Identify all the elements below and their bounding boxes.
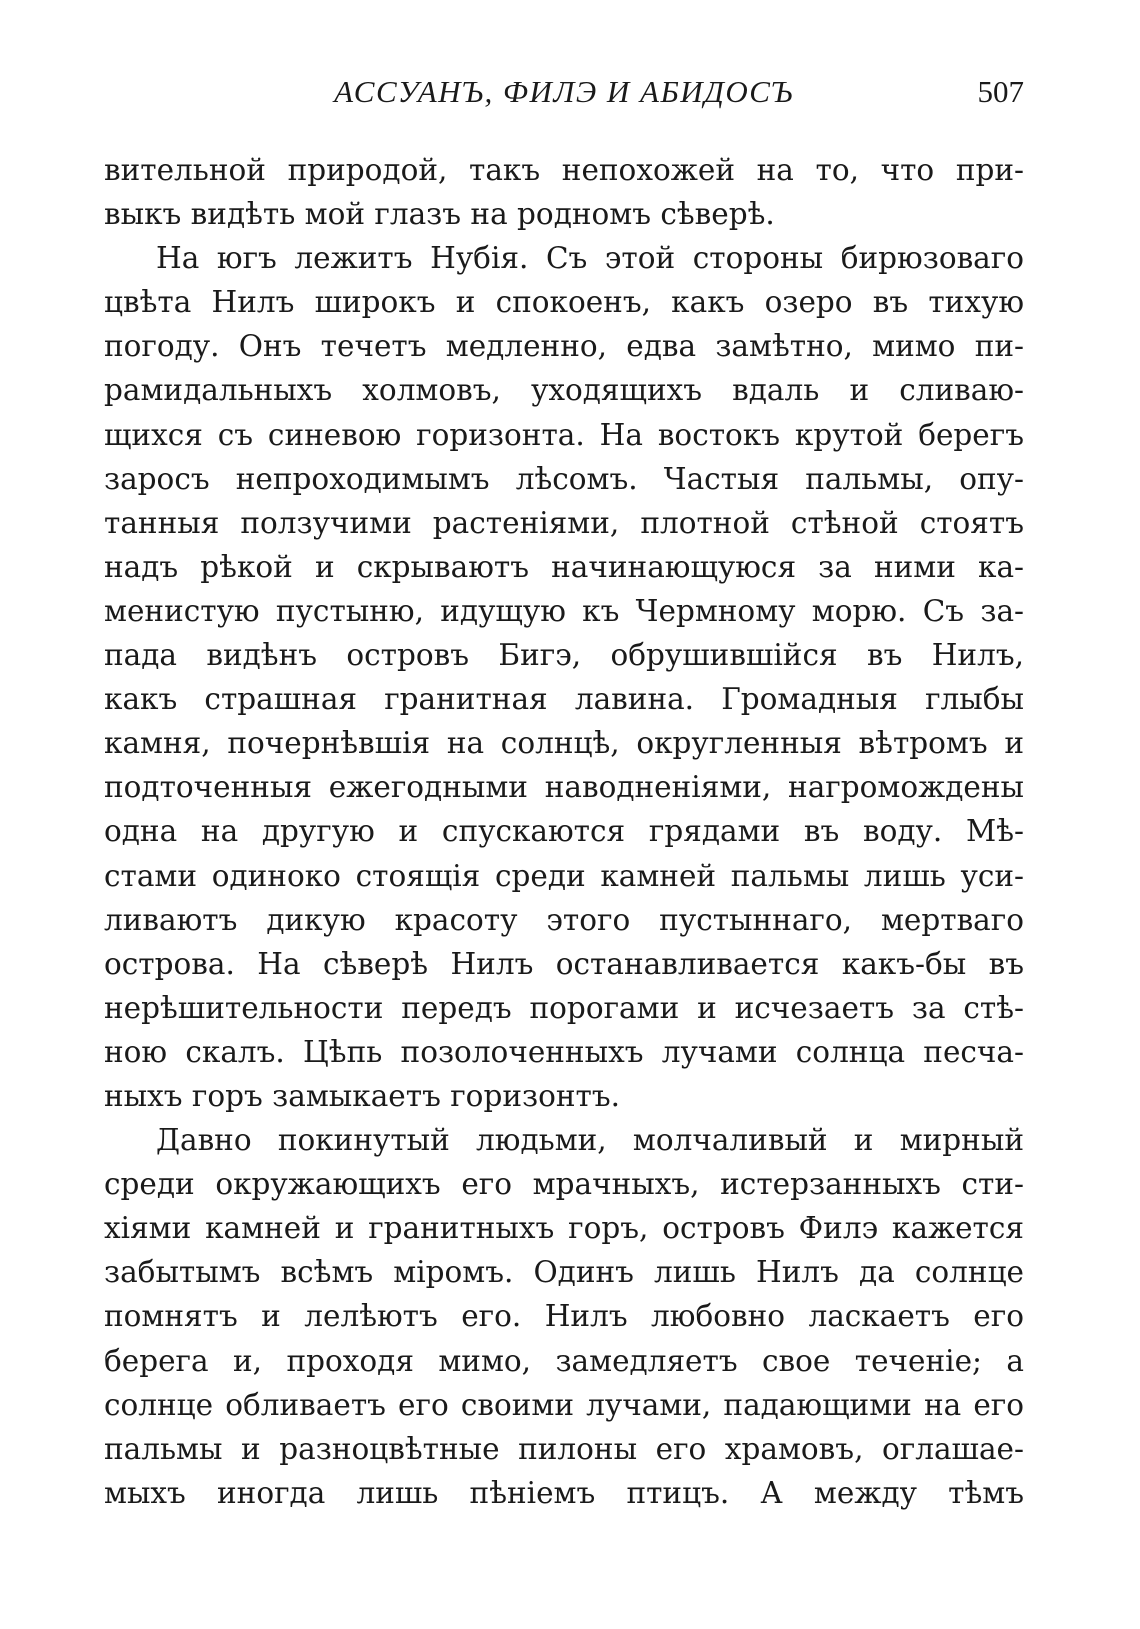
text-line: какъ страшная гранитная лавина. Громадныя глыбы [104,682,1024,717]
text-line: камня, почернѣвшія на солнцѣ, округленныя вѣтромъ и [104,726,1024,761]
text-line: выкъ видѣть мой глазъ на родномъ сѣверѣ. [104,197,775,232]
text-line: вительной природой, такъ непохожей на то, что при- [104,153,1024,187]
running-head [104,72,1024,112]
text-line: Давно покинутый людьми, молчаливый и мирный [156,1123,1024,1158]
text-line: ною скалъ. Цѣпь позолоченныхъ лучами солнца песча- [104,1034,1024,1069]
running-title: АССУАНЪ, ФИЛЭ И АБИДОСЪ [334,74,794,109]
text-line: подточенныя ежегодными наводненіями, нагромождены [104,770,1024,805]
text-line: солнце обливаетъ его своими лучами, падающими на его [104,1387,1024,1422]
text-line: заросъ непроходимымъ лѣсомъ. Частыя пальмы, опу- [104,461,1024,496]
text-line: среди окружающихъ его мрачныхъ, истерзанныхъ сти- [104,1167,1024,1202]
text-line: щихся съ синевою горизонта. На востокъ крутой берегъ [104,417,1024,452]
text-line: пальмы и разноцвѣтные пилоны его храмовъ, оглашае- [104,1431,1024,1466]
text-line: помнятъ и лелѣютъ его. Нилъ любовно ласкаетъ его [104,1299,1024,1334]
text-line: пада видѣнъ островъ Бигэ, обрушившійся въ Нилъ, [104,638,1024,673]
text-line: цвѣта Нилъ широкъ и спокоенъ, какъ озеро въ тихую [104,285,1024,320]
text-line: ливаютъ дикую красоту этого пустыннаго, мертваго [104,902,1024,937]
text-line: ныхъ горъ замыкаетъ горизонтъ. [104,1078,620,1113]
text-line: На югъ лежитъ Нубія. Съ этой стороны бирюзоваго [156,241,1024,276]
text-line: острова. На сѣверѣ Нилъ останавливается какъ-бы въ [104,946,1024,981]
page-number: 507 [977,74,1024,109]
text-line: рамидальныхъ холмовъ, уходящихъ вдаль и сливаю- [104,373,1024,408]
text-line: хіями камней и гранитныхъ горъ, островъ Филэ кажется [104,1211,1024,1246]
text-line: забытымъ всѣмъ міромъ. Одинъ лишь Нилъ да солнце [104,1255,1024,1290]
text-line: нерѣшительности передъ порогами и исчезаетъ за стѣ- [104,990,1024,1025]
text-line: танныя ползучими растеніями, плотной стѣной стоятъ [104,505,1024,540]
text-line: надъ рѣкой и скрываютъ начинающуюся за ними ка- [104,549,1024,584]
text-line: менистую пустыню, идущую къ Чермному морю. Съ за- [104,593,1024,628]
text-line: одна на другую и спускаются грядами въ воду. Мѣ- [104,814,1024,849]
text-line: берега и, проходя мимо, замедляетъ свое теченіе; а [104,1343,1024,1378]
body-text [104,148,1024,1515]
text-line: мыхъ иногда лишь пѣніемъ птицъ. А между тѣмъ [104,1475,1024,1510]
text-line: погоду. Онъ течетъ медленно, едва замѣтно, мимо пи- [104,329,1024,364]
text-line: стами одиноко стоящія среди камней пальмы лишь уси- [104,858,1024,893]
